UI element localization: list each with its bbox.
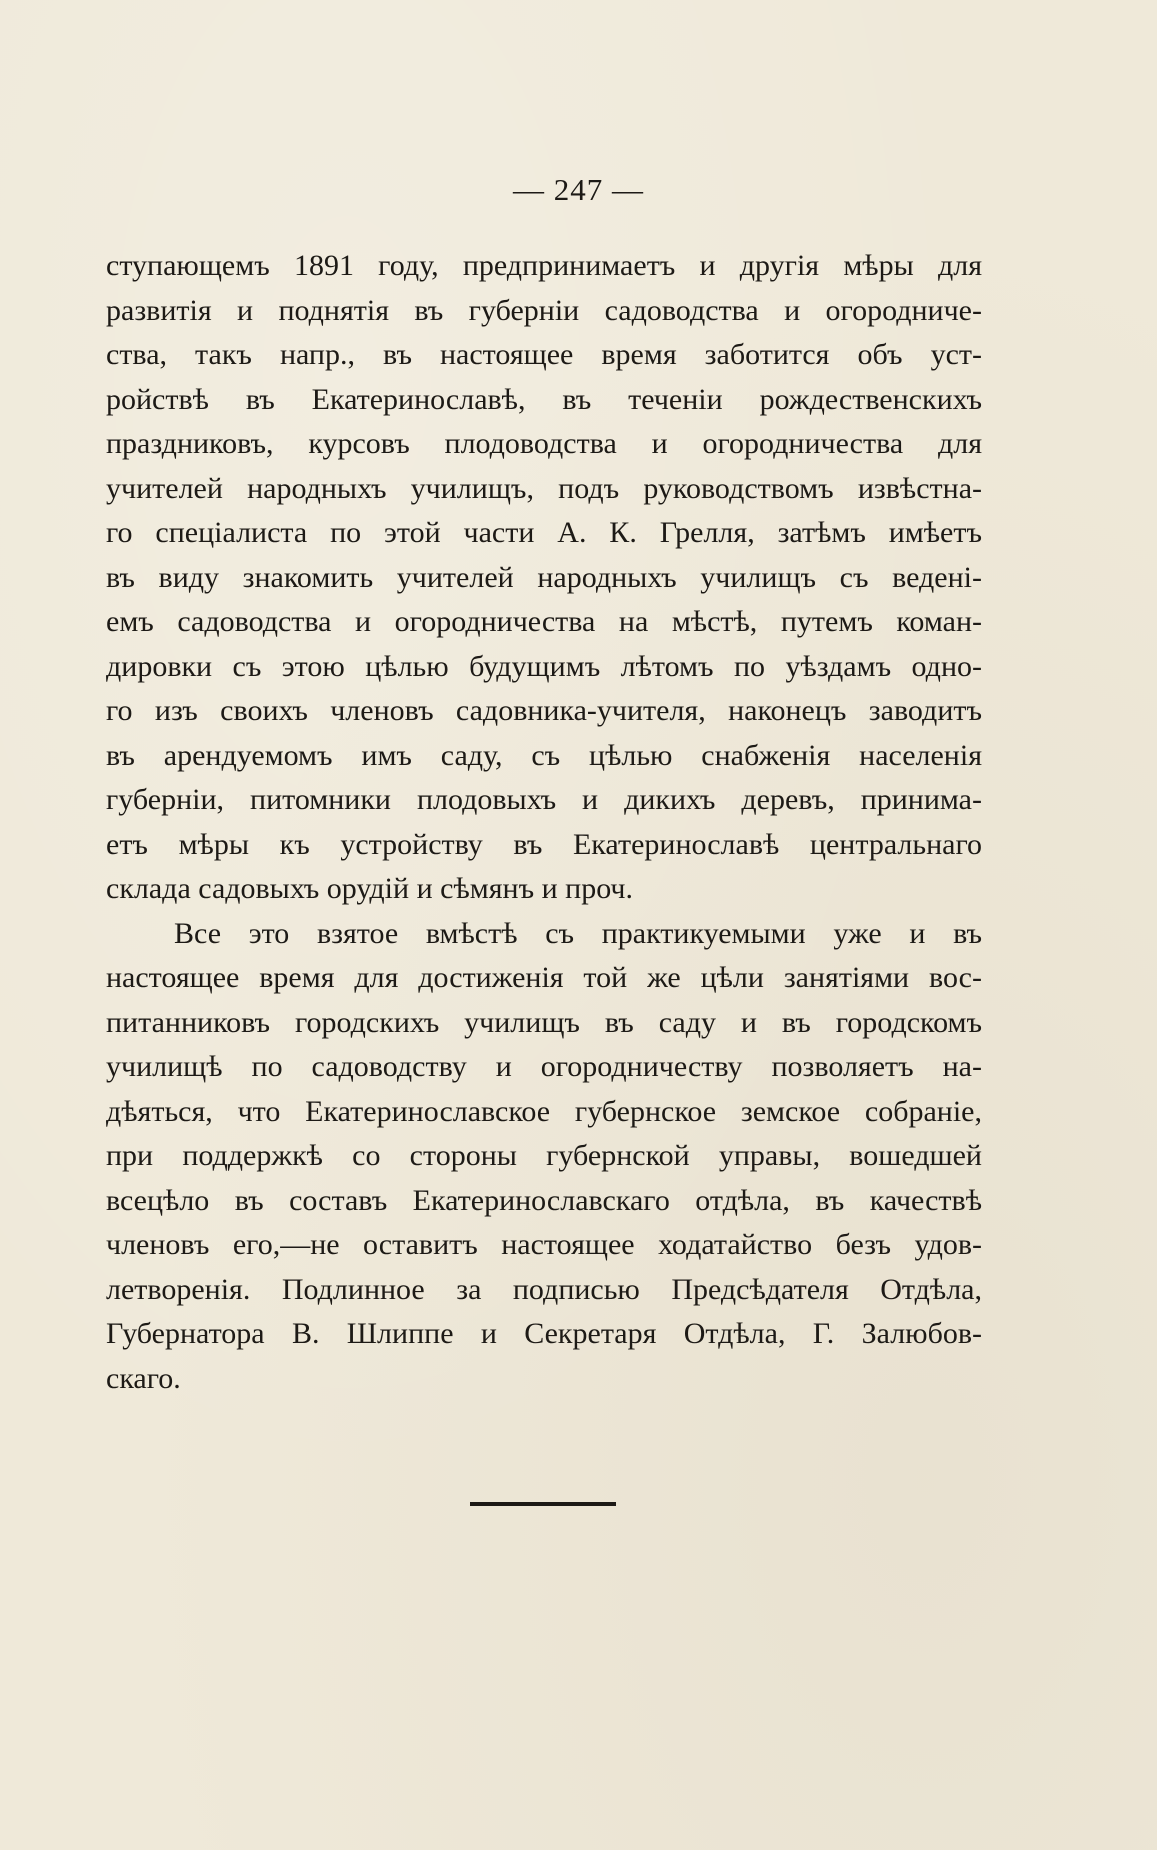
paragraph-2-line: дѣяться, что Екатеринославское губернское земское собраніе, [106,1094,982,1128]
body-text [106,244,982,1401]
section-end-rule [470,1502,616,1506]
paragraph-2-line: при поддержкѣ со стороны губернской управы, вошедшей [106,1139,982,1172]
paragraph-1-line: праздниковъ, курсовъ плодоводства и огородничества для [106,427,982,460]
paragraph-1-line: ступающемъ 1891 году, предпринимаетъ и другія мѣры для [106,249,982,282]
paragraph-1-line: ства, такъ напр., въ настоящее время заботится объ уст- [106,338,982,371]
paragraph-1-line: го спеціалиста по этой части А. К. Грелля, затѣмъ имѣетъ [106,516,982,549]
paragraph-1-line: го изъ своихъ членовъ садовника-учителя, наконецъ заводитъ [106,694,982,727]
paragraph-1-line: дировки съ этою цѣлью будущимъ лѣтомъ по уѣздамъ одно- [106,649,982,683]
paragraph-1-line: губерніи, питомники плодовыхъ и дикихъ деревъ, принима- [106,783,982,816]
paragraph-2-line: скаго. [106,1361,181,1395]
paragraph-2-line: настоящее время для достиженія той же цѣли занятіями вос- [106,961,982,994]
paragraph-2-line: училищѣ по садоводству и огородничеству позволяетъ на- [106,1050,982,1083]
paragraph-1-line: учителей народныхъ училищъ, подъ руководствомъ извѣстна- [106,471,982,505]
paragraph-2-line: всецѣло въ составъ Екатеринославскаго отдѣла, въ качествѣ [106,1183,982,1217]
paragraph-2-line: Губернатора В. Шлиппе и Секретаря Отдѣла, Г. Залюбов- [106,1317,982,1350]
paragraph-1-line: етъ мѣры къ устройству въ Екатеринославѣ центральнаго [106,827,982,861]
paragraph-2-line: питанниковъ городскихъ училищъ въ саду и въ городскомъ [106,1005,982,1039]
paragraph-2-line: Все это взятое вмѣстѣ съ практикуемыми уже и въ [174,916,982,950]
paragraph-1-line: склада садовыхъ орудій и сѣмянъ и проч. [106,872,634,905]
paragraph-1-line: въ виду знакомить учителей народныхъ училищъ съ ведені- [106,560,982,594]
paragraph-1-line: ройствѣ въ Екатеринославѣ, въ теченіи рождественскихъ [106,382,982,416]
paragraph-2-line: летворенія. Подлинное за подписью Предсѣдателя Отдѣла, [106,1272,982,1306]
paragraph-1-line: развитія и поднятія въ губерніи садоводства и огородниче- [106,293,982,327]
page-number: — 247 — [513,172,644,207]
paragraph-2-line: членовъ его,—не оставитъ настоящее ходатайство безъ удов- [106,1228,982,1261]
paragraph-1-line: въ арендуемомъ имъ саду, съ цѣлью снабженія населенія [106,738,982,772]
paragraph-1-line: емъ садоводства и огородничества на мѣстѣ, путемъ коман- [106,605,982,638]
